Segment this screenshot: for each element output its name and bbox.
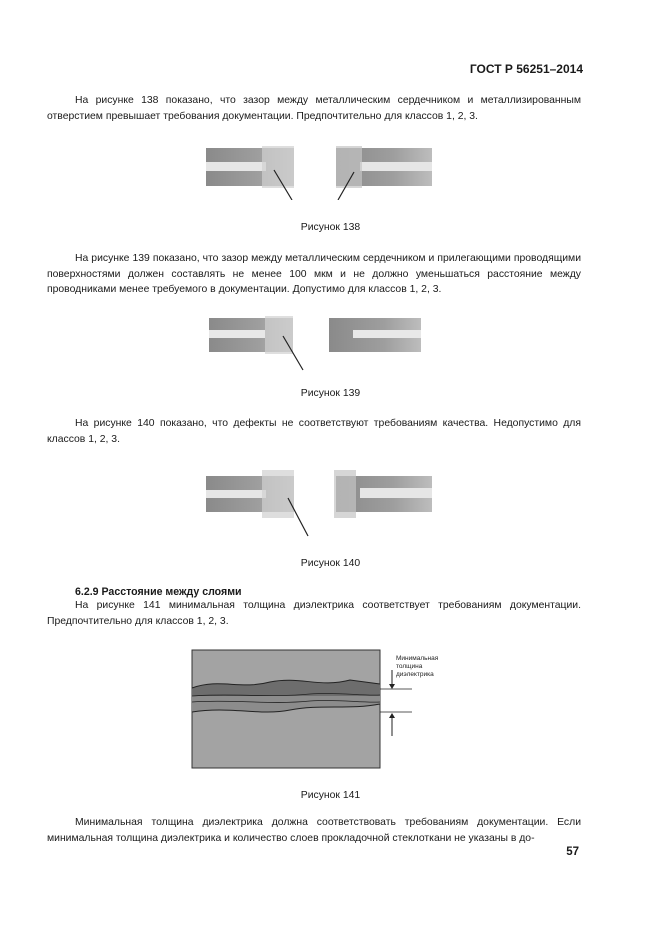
caption-fig139: Рисунок 139 xyxy=(300,388,361,399)
core-left-gap xyxy=(206,490,266,498)
label-line-1: Минимальная xyxy=(396,655,439,662)
arrow-down-head xyxy=(389,684,395,689)
figure-140 xyxy=(200,468,440,540)
paragraph-fig140: На рисунке 140 показано, что дефекты не соответствуют требованиям качества. Недопустимо для классов 1, 2, 3. xyxy=(47,418,581,445)
core-left-edge xyxy=(262,146,294,188)
hole-right-gap xyxy=(360,488,432,498)
figure-141 xyxy=(190,648,450,770)
hole-right-gap xyxy=(353,330,421,338)
core-left-gap xyxy=(206,162,266,171)
core-left-edge xyxy=(265,316,293,354)
core-left-gap xyxy=(209,330,265,338)
core-left-edge xyxy=(262,470,294,518)
label-line-2: толщина xyxy=(396,663,423,670)
hole-right-edge xyxy=(334,470,356,518)
caption-fig138: Рисунок 138 xyxy=(300,222,361,233)
paragraph-final: Минимальная толщина диэлектрика должна соответствовать требованиям документации. Если минимальная толщина диэлектрика и количество слоев прокладочной стеклоткани не указаны в до- xyxy=(47,817,581,844)
figure-138 xyxy=(200,140,440,200)
figure-139 xyxy=(205,312,435,372)
paragraph-fig141: На рисунке 141 минимальная толщина диэлектрика соответствует требованиям документации. Предпочтительно для классов 1, 2, 3. xyxy=(47,600,581,627)
page-number: 57 xyxy=(566,846,579,858)
paragraph-fig138: На рисунке 138 показано, что зазор между металлическим сердечником и металлизированным отверстием превышает требования документации. Предпочтительно для классов 1, 2, 3. xyxy=(47,95,581,122)
caption-fig141: Рисунок 141 xyxy=(300,790,361,801)
arrow-up-head xyxy=(389,713,395,718)
section-title: 6.2.9 Расстояние между слоями xyxy=(75,586,242,598)
label-line-3: диэлектрика xyxy=(396,671,434,678)
paragraph-fig139: На рисунке 139 показано, что зазор между металлическим сердечником и прилегающими проводящими поверхностями должен составлять не менее 100 мкм и не должно уменьшаться расстояние между проводниками менее требуемого в документации. Допустимо для классов 1, 2, 3. xyxy=(47,253,581,295)
caption-fig140: Рисунок 140 xyxy=(300,558,361,569)
hole-right-gap xyxy=(360,162,432,171)
document-header: ГОСТ Р 56251–2014 xyxy=(469,62,583,76)
